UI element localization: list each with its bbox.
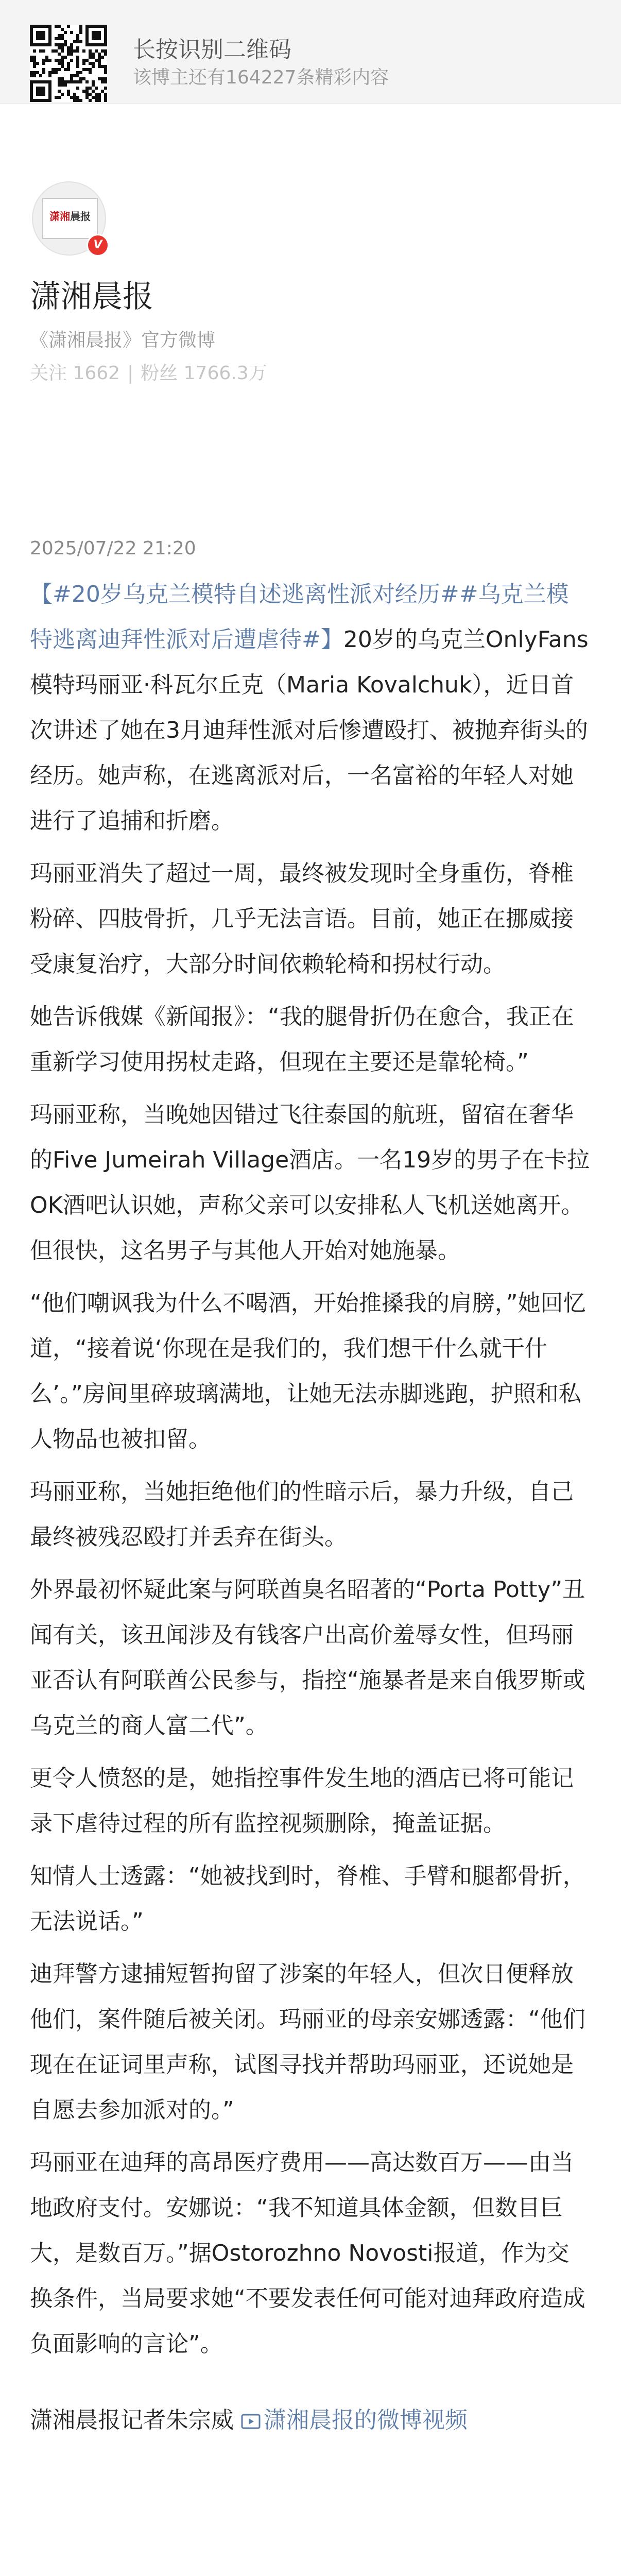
top-qr-banner (0, 0, 621, 104)
paragraph: 玛丽亚称，当她拒绝他们的性暗示后，暴力升级，自己最终被残忍殴打并丢弃在街头。 (30, 1479, 574, 1550)
banner-subtitle: 该博主还有164227条精彩内容 (133, 67, 389, 88)
paragraph: 迪拜警方逮捕短暂拘留了涉案的年轻人，但次日便释放他们，案件随后被关闭。玛丽亚的母亲安娜透露：“他们现在在证词里声称，试图寻找并帮助玛丽亚，还说她是自愿去参加派对的。” (30, 1961, 585, 2123)
banner-title: 长按识别二维码 (133, 37, 291, 63)
paragraph: 外界最初怀疑此案与阿联酋臭名昭著的“Porta Potty”丑闻有关，该丑闻涉及有钱客户出高价羞辱女性，但玛丽亚否认有阿联酋公民参与，指控“施暴者是来自俄罗斯或乌克兰的商人富二代”。 (30, 1577, 585, 1739)
paragraph: 知情人士透露：“她被找到时，脊椎、手臂和腿都骨折，无法说话。” (30, 1863, 585, 1935)
follow-stats: 关注 1662 | 粉丝 1766.3万 (30, 363, 267, 384)
video-link-icon (241, 2413, 261, 2430)
paragraph: 玛丽亚消失了超过一周，最终被发现时全身重伤，脊椎粉碎、四肢骨折，几乎无法言语。目前，她正在挪威接受康复治疗，大部分时间依赖轮椅和拐杖行动。 (30, 860, 574, 977)
avatar-logo-text: 潇湘晨报 (49, 210, 91, 223)
fans-count: 粉丝 1766.3万 (141, 363, 267, 384)
author-description: 《潇湘晨报》官方微博 (30, 330, 216, 351)
author-name[interactable]: 潇湘晨报 (30, 279, 153, 315)
verified-badge-icon: V (87, 234, 109, 257)
follow-count: 关注 1662 (30, 363, 120, 384)
editor-line (30, 2398, 591, 2443)
intro-text: 20岁的乌克兰OnlyFans模特玛丽亚·科瓦尔丘克（Maria Kovalchuk），近日首次讲述了她在3月迪拜性派对后惨遭殴打、被抛弃街头的经历。她声称，在逃离派对后，一名富裕的年轻人对她进行了追捕和折磨。 (30, 626, 589, 834)
post-time: 2025/07/22 21:20 (30, 538, 196, 559)
video-link[interactable] (241, 2407, 468, 2433)
paragraph: 玛丽亚在迪拜的高昂医疗费用——高达数百万——由当地政府支付。安娜说：“我不知道具体金额，但数目巨大，是数百万。”据Ostorozhno Novosti报道，作为交换条件，当局要求她“不要发表任何可能对迪拜政府造成负面影响的言论”。 (30, 2149, 585, 2357)
editor-text: 潇湘晨报记者朱宗威 (30, 2407, 234, 2433)
paragraph: 更令人愤怒的是，她指控事件发生地的酒店已将可能记录下虐待过程的所有监控视频删除，掩盖证据。 (30, 1765, 574, 1837)
paragraph: 玛丽亚称，当晚她因错过飞往泰国的航班，留宿在奢华的Five Jumeirah Village酒店。一名19岁的男子在卡拉OK酒吧认识她，声称父亲可以安排私人飞机送她离开。但很快，这名男子与其他人开始对她施暴。 (30, 1101, 590, 1264)
paragraph: “他们嘲讽我为什么不喝酒，开始推搡我的肩膀，”她回忆道，“接着说‘你现在是我们的，我们想干什么就干什么’。”房间里碎玻璃满地，让她无法赤脚逃跑，护照和私人物品也被扣留。 (30, 1290, 586, 1452)
video-link-label: 潇湘晨报的微博视频 (264, 2407, 468, 2433)
hashtag-link[interactable]: 【#20岁乌克兰模特自述逃离性派对经历##乌克兰模特逃离迪拜性派对后遭虐待#】 (30, 581, 569, 653)
qr-code-icon[interactable] (30, 25, 107, 102)
paragraph: 她告诉俄媒《新闻报》：“我的腿骨折仍在愈合，我正在重新学习使用拐杖走路，但现在主要还是靠轮椅。” (30, 1004, 574, 1075)
newspaper-logo-icon (42, 198, 98, 239)
post-content (30, 572, 591, 2450)
post-intro (30, 572, 591, 844)
avatar[interactable] (32, 181, 106, 256)
